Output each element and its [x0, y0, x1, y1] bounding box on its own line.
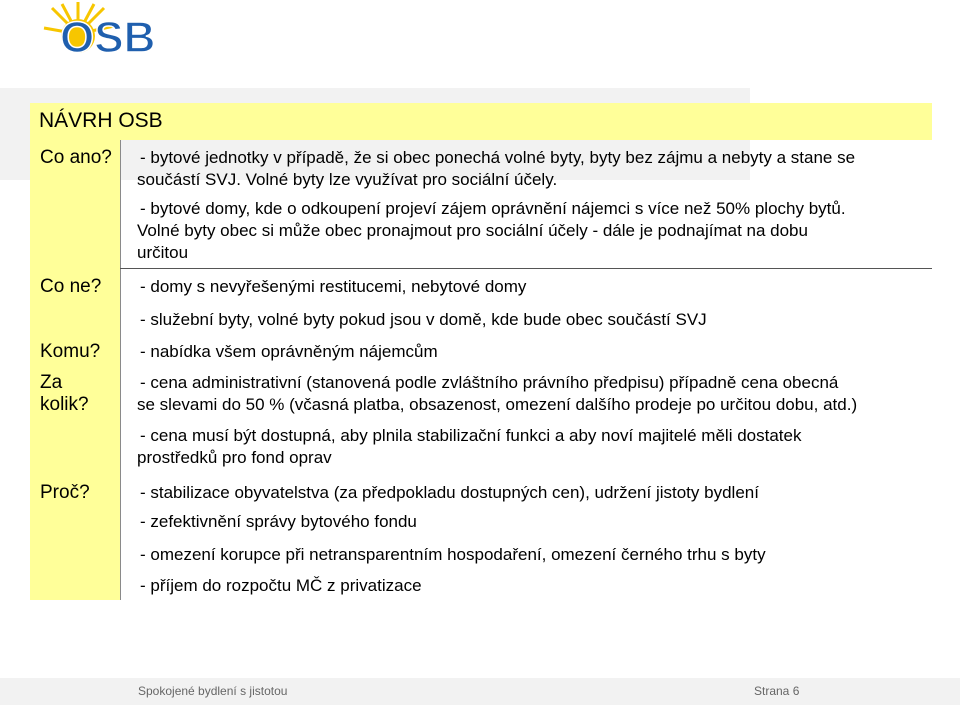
- label-za-kolik-line1: Za: [40, 372, 63, 393]
- label-komu: Komu?: [40, 341, 101, 362]
- section-divider: [120, 268, 932, 269]
- za-kolik-text-3: - cena musí být dostupná, aby plnila stabilizační funkci a aby noví majitelé měli dostatek: [140, 426, 802, 445]
- footer-page-number: Strana 6: [754, 684, 800, 698]
- proc-text-2: - zefektivnění správy bytového fondu: [140, 512, 417, 531]
- komu-text-1: - nabídka všem oprávněným nájemcům: [140, 342, 438, 361]
- co-ano-text-1: - bytové jednotky v případě, že si obec ponechá volné byty, byty bez zájmu a nebyty a stane se: [140, 148, 856, 167]
- co-ano-text-2: součástí SVJ. Volné byty lze využívat pro sociální účely.: [137, 170, 558, 189]
- osb-logo: [40, 0, 190, 66]
- label-co-ano: Co ano?: [40, 147, 112, 168]
- co-ne-text-2: - služební byty, volné byty pokud jsou v domě, kde bude obec součástí SVJ: [140, 310, 707, 329]
- za-kolik-text-4: prostředků pro fond oprav: [137, 448, 332, 467]
- co-ano-text-5: určitou: [137, 243, 189, 262]
- label-za-kolik-line2: kolik?: [40, 394, 89, 415]
- za-kolik-text-1: - cena administrativní (stanovená podle zvláštního právního předpisu) případně cena obecná: [140, 373, 839, 392]
- za-kolik-text-2: se slevami do 50 % (včasná platba, obsazenost, omezení dalšího prodeje po určitou dobu, atd.): [137, 395, 858, 414]
- column-divider: [120, 140, 121, 600]
- svg-text:OSB: OSB: [60, 13, 156, 62]
- page-title: NÁVRH OSB: [39, 109, 163, 132]
- co-ano-text-3: - bytové domy, kde o odkoupení projeví zájem oprávnění nájemci s více než 50% plochy bytů.: [140, 199, 846, 218]
- proc-text-1: - stabilizace obyvatelstva (za předpokladu dostupných cen), udržení jistoty bydlení: [140, 483, 759, 502]
- label-co-ne: Co ne?: [40, 276, 102, 297]
- proc-text-3: - omezení korupce při netransparentním hospodaření, omezení černého trhu s byty: [140, 545, 766, 564]
- title-bar: [30, 103, 932, 140]
- footer-slogan: Spokojené bydlení s jistotou: [138, 684, 288, 698]
- label-proc: Proč?: [40, 482, 90, 503]
- co-ano-text-4: Volné byty obec si může obec pronajmout pro sociální účely - dále je podnajímat na dobu: [137, 221, 808, 240]
- proc-text-4: - příjem do rozpočtu MČ z privatizace: [140, 576, 422, 595]
- osb-logo-graphic: [40, 0, 190, 66]
- co-ne-text-1: - domy s nevyřešenými restitucemi, nebytové domy: [140, 277, 527, 296]
